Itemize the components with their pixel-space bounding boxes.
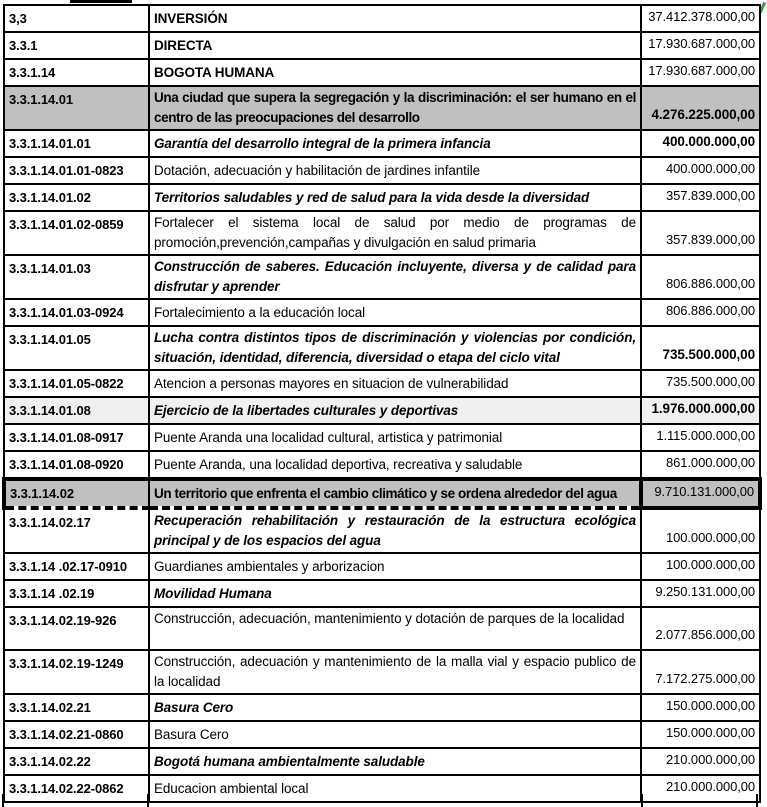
code-cell: 3.3.1.14.02: [4, 479, 149, 508]
table-row: [4, 580, 760, 607]
table-row: [4, 299, 760, 326]
code-cell: 3.3.1.14.01.08-0920: [4, 451, 149, 479]
description-cell: Fortalecimiento a la educación local: [149, 299, 641, 326]
description-cell: Basura Cero: [149, 694, 641, 721]
code-cell: 3.3.1.14.01.08-0917: [4, 424, 149, 451]
table-row: [4, 211, 760, 255]
description-cell: Ejercicio de la libertades culturales y deportivas: [149, 397, 641, 424]
table-row: [4, 255, 760, 299]
description-cell: Un territorio que enfrenta el cambio climático y se ordena alrededor del agua: [149, 479, 641, 508]
table-row: [4, 508, 760, 553]
amount-cell: 150.000.000,00: [641, 694, 760, 721]
table-row: [4, 157, 760, 184]
amount-cell: 100.000.000,00: [641, 553, 760, 580]
amount-cell: 1.976.000.000,00: [641, 397, 760, 424]
table-row: [4, 130, 760, 157]
amount-cell: 806.886.000,00: [641, 255, 760, 299]
table-row: [4, 775, 760, 802]
code-cell: 3.3.1.14.02.22-0862: [4, 775, 149, 802]
amount-cell: 210.000.000,00: [641, 748, 760, 775]
amount-cell: 735.500.000,00: [641, 326, 760, 370]
description-cell: Educacion ambiental local: [149, 775, 641, 802]
budget-table: [2, 4, 762, 803]
description-cell: Una ciudad que supera la segregación y la discriminación: el ser humano en el centro de las preocupaciones del desarrollo: [149, 86, 641, 130]
bottom-border-stub: [756, 794, 758, 807]
table-row: [4, 607, 760, 650]
code-cell: 3.3.1.14.01.03: [4, 255, 149, 299]
cropped-row-top-edge: [70, 0, 132, 3]
code-cell: 3.3.1: [4, 32, 149, 59]
description-cell: Construcción, adecuación y mantenimiento de la malla vial y espacio publico de la localidad: [149, 650, 641, 694]
code-cell: 3.3.1.14.02.21-0860: [4, 721, 149, 748]
code-cell: 3.3.1.14.01: [4, 86, 149, 130]
amount-cell: 17.930.687.000,00: [641, 59, 760, 86]
table-row: [4, 650, 760, 694]
amount-cell: 806.886.000,00: [641, 299, 760, 326]
amount-cell: 7.172.275.000,00: [641, 650, 760, 694]
amount-cell: 37.412.378.000,00: [641, 5, 760, 32]
description-cell: Lucha contra distintos tipos de discriminación y violencias por condición, situación, identidad, diferencia, diversidad o etapa del ciclo vital: [149, 326, 641, 370]
code-cell: 3.3.1.14.02.19-926: [4, 607, 149, 650]
description-cell: Movilidad Humana: [149, 580, 641, 607]
description-cell: Basura Cero: [149, 721, 641, 748]
amount-cell: 357.839.000,00: [641, 184, 760, 211]
code-cell: 3.3.1.14.01.05: [4, 326, 149, 370]
amount-cell: 357.839.000,00: [641, 211, 760, 255]
table-row: [4, 32, 760, 59]
code-cell: 3.3.1.14.01.01-0823: [4, 157, 149, 184]
amount-cell: 861.000.000,00: [641, 451, 760, 479]
description-cell: Fortalecer el sistema local de salud por medio de programas de promoción,prevención,campañas y divulgación en salud primaria: [149, 211, 641, 255]
description-cell: Bogotá humana ambientalmente saludable: [149, 748, 641, 775]
table-row: [4, 721, 760, 748]
code-cell: 3.3.1.14: [4, 59, 149, 86]
description-cell: Dotación, adecuación y habilitación de jardines infantile: [149, 157, 641, 184]
amount-cell: 4.276.225.000,00: [641, 86, 760, 130]
amount-cell: 100.000.000,00: [641, 508, 760, 553]
table-row: [4, 397, 760, 424]
description-cell: Garantía del desarrollo integral de la primera infancia: [149, 130, 641, 157]
amount-cell: 1.115.000.000,00: [641, 424, 760, 451]
description-cell: Construcción de saberes. Educación incluyente, diversa y de calidad para disfrutar y aprender: [149, 255, 641, 299]
table-row: [4, 694, 760, 721]
description-cell: Territorios saludables y red de salud para la vida desde la diversidad: [149, 184, 641, 211]
code-cell: 3,3: [4, 5, 149, 32]
description-cell: Atencion a personas mayores en situacion de vulnerabilidad: [149, 370, 641, 397]
table-row: [4, 451, 760, 479]
table-row: [4, 553, 760, 580]
amount-cell: 210.000.000,00: [641, 775, 760, 802]
table-row: [4, 184, 760, 211]
description-cell: Guardianes ambientales y arborizacion: [149, 553, 641, 580]
description-cell: BOGOTA HUMANA: [149, 59, 641, 86]
description-cell: Puente Aranda, una localidad deportiva, recreativa y saludable: [149, 451, 641, 479]
table-row: [4, 326, 760, 370]
amount-cell: 400.000.000,00: [641, 130, 760, 157]
table-row: [4, 59, 760, 86]
amount-cell: 9.250.131.000,00: [641, 580, 760, 607]
code-cell: 3.3.1.14.01.03-0924: [4, 299, 149, 326]
code-cell: 3.3.1.14.01.08: [4, 397, 149, 424]
amount-cell: 2.077.856.000,00: [641, 607, 760, 650]
amount-cell: 400.000.000,00: [641, 157, 760, 184]
amount-cell: 735.500.000,00: [641, 370, 760, 397]
table-row: [4, 5, 760, 32]
description-cell: Construcción, adecuación, mantenimiento y dotación de parques de la localidad: [149, 607, 641, 650]
code-cell: 3.3.1.14.02.19-1249: [4, 650, 149, 694]
code-cell: 3.3.1.14.01.02: [4, 184, 149, 211]
code-cell: 3.3.1.14.02.17: [4, 508, 149, 553]
code-cell: 3.3.1.14.01.05-0822: [4, 370, 149, 397]
description-cell: DIRECTA: [149, 32, 641, 59]
table-row: [4, 86, 760, 130]
amount-cell: 9.710.131.000,00: [641, 479, 760, 508]
code-cell: 3.3.1.14.01.01: [4, 130, 149, 157]
bottom-border-stub: [641, 794, 643, 807]
table-row: [4, 424, 760, 451]
code-cell: 3.3.1.14.01.02-0859: [4, 211, 149, 255]
code-cell: 3.3.1.14 .02.17-0910: [4, 553, 149, 580]
code-cell: 3.3.1.14.02.22: [4, 748, 149, 775]
bottom-border-stub: [2, 794, 4, 807]
code-cell: 3.3.1.14.02.21: [4, 694, 149, 721]
table-row: [4, 370, 760, 397]
description-cell: INVERSIÓN: [149, 5, 641, 32]
code-cell: 3.3.1.14 .02.19: [4, 580, 149, 607]
bottom-border-stub: [147, 794, 149, 807]
amount-cell: 150.000.000,00: [641, 721, 760, 748]
description-cell: Puente Aranda una localidad cultural, artistica y patrimonial: [149, 424, 641, 451]
table-row: [4, 748, 760, 775]
amount-cell: 17.930.687.000,00: [641, 32, 760, 59]
table-row: [4, 479, 760, 508]
description-cell: Recuperación rehabilitación y restauración de la estructura ecológica principal y de los espacios del agua: [149, 508, 641, 553]
